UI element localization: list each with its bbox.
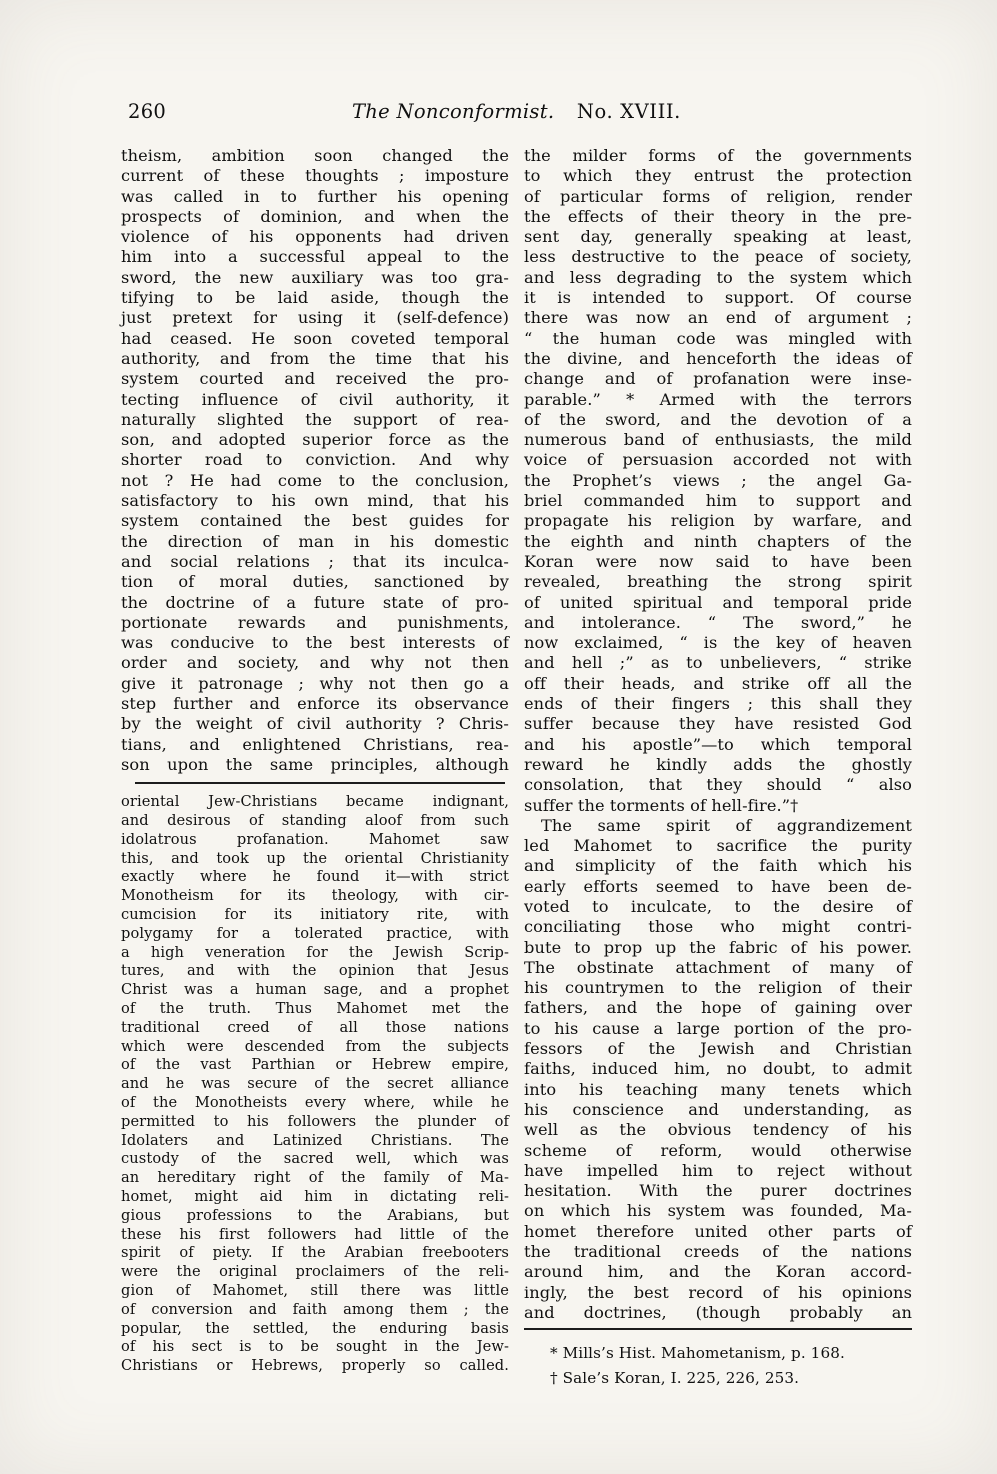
text-line: of his sect is to be sought in the Jew-	[121, 1338, 509, 1356]
text-line: and hell ;” as to unbelievers, “ strike	[524, 653, 912, 673]
text-line: Koran were now said to have been	[524, 551, 912, 571]
text-line: the effects of their theory in the pre-	[524, 206, 912, 226]
text-line: and his apostle”—to which temporal	[524, 734, 912, 754]
text-line: well as the obvious tendency of his	[524, 1120, 912, 1140]
text-line: an hereditary right of the family of Ma-	[121, 1169, 509, 1187]
right-column	[524, 146, 912, 1390]
text-line: voted to inculcate, to the desire of	[524, 896, 912, 916]
text-line: this, and took up the oriental Christianity	[121, 849, 509, 867]
text-line: it is intended to support. Of course	[524, 288, 912, 308]
text-line: around him, and the Koran accord-	[524, 1262, 912, 1282]
text-line: ends of their fingers ; this shall they	[524, 694, 912, 714]
text-line: of the vast Parthian or Hebrew empire,	[121, 1056, 509, 1074]
text-line: to his cause a large portion of the pro-	[524, 1018, 912, 1038]
text-line: ingly, the best record of his opinions	[524, 1282, 912, 1302]
text-line: homet therefore united other parts of	[524, 1221, 912, 1241]
text-line: on which his system was founded, Ma-	[524, 1201, 912, 1221]
text-line: gious professions to the Arabians, but	[121, 1206, 509, 1224]
text-line: voice of persuasion accorded not with	[524, 450, 912, 470]
text-line: son upon the same principles, although	[121, 754, 509, 774]
text-line: led Mahomet to sacrifice the purity	[524, 836, 912, 856]
text-line: sent day, generally speaking at least,	[524, 227, 912, 247]
text-line: tifying to be laid aside, though the	[121, 288, 509, 308]
text-line: Monotheism for its theology, with cir-	[121, 887, 509, 905]
text-line: fathers, and the hope of gaining over	[524, 998, 912, 1018]
text-line: Christ was a human sage, and a prophet	[121, 981, 509, 999]
text-line: Idolaters and Latinized Christians. The	[121, 1131, 509, 1149]
text-line: parable.” * Armed with the terrors	[524, 389, 912, 409]
text-line: and simplicity of the faith which his	[524, 856, 912, 876]
text-line: violence of his opponents had driven	[121, 227, 509, 247]
text-line: the direction of man in his domestic	[121, 531, 509, 551]
text-line: tures, and with the opinion that Jesus	[121, 962, 509, 980]
text-line: was conducive to the best interests of	[121, 633, 509, 653]
text-line: had ceased. He soon coveted temporal	[121, 328, 509, 348]
text-line: Christians or Hebrews, properly so called.	[121, 1357, 509, 1375]
text-line: the Prophet’s views ; the angel Ga-	[524, 470, 912, 490]
text-columns	[121, 146, 913, 1390]
text-line: consolation, that they should “ also	[524, 775, 912, 795]
left-column	[121, 146, 509, 1390]
text-line: less destructive to the peace of society,	[524, 247, 912, 267]
text-line: order and society, and why not then	[121, 653, 509, 673]
text-line: early efforts seemed to have been de-	[524, 876, 912, 896]
text-line: son, and adopted superior force as the	[121, 430, 509, 450]
text-line: his conscience and understanding, as	[524, 1099, 912, 1119]
text-line: was called in to further his opening	[121, 186, 509, 206]
text-line: system courted and received the pro-	[121, 369, 509, 389]
text-line: of the sword, and the devotion of a	[524, 409, 912, 429]
text-line: scheme of reform, would otherwise	[524, 1140, 912, 1160]
text-line: briel commanded him to support and	[524, 491, 912, 511]
text-line: give it patronage ; why not then go a	[121, 673, 509, 693]
text-line: “ the human code was mingled with	[524, 328, 912, 348]
text-line: by the weight of civil authority ? Chris-	[121, 714, 509, 734]
text-line: * Mills’s Hist. Mahometanism, p. 168.	[550, 1344, 845, 1363]
page-number: 260	[128, 100, 167, 123]
text-line: suffer the torments of hell-fire.”†	[524, 795, 799, 815]
text-line: fessors of the Jewish and Christian	[524, 1039, 912, 1059]
text-line: the traditional creeds of the nations	[524, 1242, 912, 1262]
page-header	[0, 100, 997, 130]
text-line: and less degrading to the system which	[524, 267, 912, 287]
text-line: and desirous of standing aloof from such	[121, 812, 509, 829]
text-line: and intolerance. “ The sword,” he	[524, 612, 912, 632]
text-line: into his teaching many tenets which	[524, 1079, 912, 1099]
text-line: system contained the best guides for	[121, 511, 509, 531]
text-line: traditional creed of all those nations	[121, 1018, 509, 1036]
text-line: the divine, and henceforth the ideas of	[524, 348, 912, 368]
text-line: custody of the sacred well, which was	[121, 1150, 509, 1168]
text-line: his countrymen to the religion of their	[524, 978, 912, 998]
text-line: and social relations ; that its inculca-	[121, 551, 509, 571]
text-line: of conversion and faith among them ; the	[121, 1300, 509, 1318]
text-line: step further and enforce its observance	[121, 694, 509, 714]
text-line: a high veneration for the Jewish Scrip-	[121, 943, 509, 961]
journal-title: The Nonconformist.	[352, 100, 555, 123]
text-line: of particular forms of religion, render	[524, 186, 912, 206]
text-line: authority, and from the time that his	[121, 348, 509, 368]
text-line: homet, might aid him in dictating reli-	[121, 1187, 509, 1205]
text-line: cumcision for its initiatory rite, with	[121, 905, 509, 923]
text-line: oriental Jew-Christians became indignant,	[121, 793, 509, 811]
text-line: faiths, induced him, no doubt, to admit	[524, 1059, 912, 1079]
text-line: gion of Mahomet, still there was little	[121, 1281, 509, 1299]
issue-number: No. XVIII.	[576, 100, 681, 123]
left-footnote-divider	[135, 782, 505, 784]
text-line: polygamy for a tolerated practice, with	[121, 924, 509, 942]
left-column-main-text	[121, 146, 509, 775]
text-line: sword, the new auxiliary was too gra-	[121, 267, 509, 287]
text-line: of united spiritual and temporal pride	[524, 592, 912, 612]
text-line: spirit of piety. If the Arabian freebooters	[121, 1244, 509, 1262]
text-line: the doctrine of a future state of pro-	[121, 592, 509, 612]
text-line: † Sale’s Koran, I. 225, 226, 253.	[550, 1368, 800, 1387]
text-line: tecting influence of civil authority, it	[121, 389, 509, 409]
text-line: hesitation. With the purer doctrines	[524, 1181, 912, 1201]
text-line: current of these thoughts ; imposture	[121, 166, 509, 186]
text-line: shorter road to conviction. And why	[121, 450, 509, 470]
text-line: exactly where he found it—with strict	[121, 868, 509, 886]
text-line: conciliating those who might contri-	[524, 917, 912, 937]
text-line: bute to prop up the fabric of his power.	[524, 937, 912, 957]
text-line: numerous band of enthusiasts, the mild	[524, 430, 912, 450]
text-line: prospects of dominion, and when the	[121, 206, 509, 226]
title-block	[0, 100, 997, 123]
text-line: of the truth. Thus Mahomet met the	[121, 999, 509, 1017]
right-column-footnotes	[524, 1341, 912, 1390]
text-line: tion of moral duties, sanctioned by	[121, 572, 509, 592]
text-line: suffer because they have resisted God	[524, 714, 912, 734]
text-line: satisfactory to his own mind, that his	[121, 491, 509, 511]
text-line: these his first followers had little of the	[121, 1225, 509, 1243]
text-line: have impelled him to reject without	[524, 1160, 912, 1180]
text-line: of the Monotheists every where, while he	[121, 1093, 509, 1111]
text-line: The same spirit of aggrandizement	[541, 815, 912, 835]
left-column-footnote-text	[121, 793, 509, 1376]
text-line: to which they entrust the protection	[524, 166, 912, 186]
right-column-main-text	[524, 146, 912, 1323]
text-line: change and of profanation were inse-	[524, 369, 912, 389]
text-line: the milder forms of the governments	[524, 146, 912, 165]
text-line: were the original proclaimers of the reli-	[121, 1263, 509, 1281]
text-line: idolatrous profanation. Mahomet saw	[121, 830, 509, 848]
text-line: naturally slighted the support of rea-	[121, 409, 509, 429]
text-line: permitted to his followers the plunder of	[121, 1112, 509, 1130]
text-line: not ? He had come to the conclusion,	[121, 470, 509, 490]
text-line: just pretext for using it (self-defence)	[121, 308, 509, 328]
text-line: off their heads, and strike off all the	[524, 673, 912, 693]
text-line: The obstinate attachment of many of	[524, 957, 912, 977]
text-line: propagate his religion by warfare, and	[524, 511, 912, 531]
text-line: revealed, breathing the strong spirit	[524, 572, 912, 592]
text-line: popular, the settled, the enduring basis	[121, 1319, 509, 1337]
text-line: tians, and enlightened Christians, rea-	[121, 734, 509, 754]
text-line: him into a successful appeal to the	[121, 247, 509, 267]
text-line: and doctrines, (though probably an	[524, 1302, 912, 1322]
text-line: theism, ambition soon changed the	[121, 146, 509, 165]
text-line: which were descended from the subjects	[121, 1037, 509, 1055]
text-line: portionate rewards and punishments,	[121, 612, 509, 632]
text-line: reward he kindly adds the ghostly	[524, 754, 912, 774]
text-line: now exclaimed, “ is the key of heaven	[524, 633, 912, 653]
text-line: the eighth and ninth chapters of the	[524, 531, 912, 551]
text-line: and he was secure of the secret alliance	[121, 1075, 509, 1093]
text-line: there was now an end of argument ;	[524, 308, 912, 328]
right-footnote-divider	[524, 1328, 912, 1330]
